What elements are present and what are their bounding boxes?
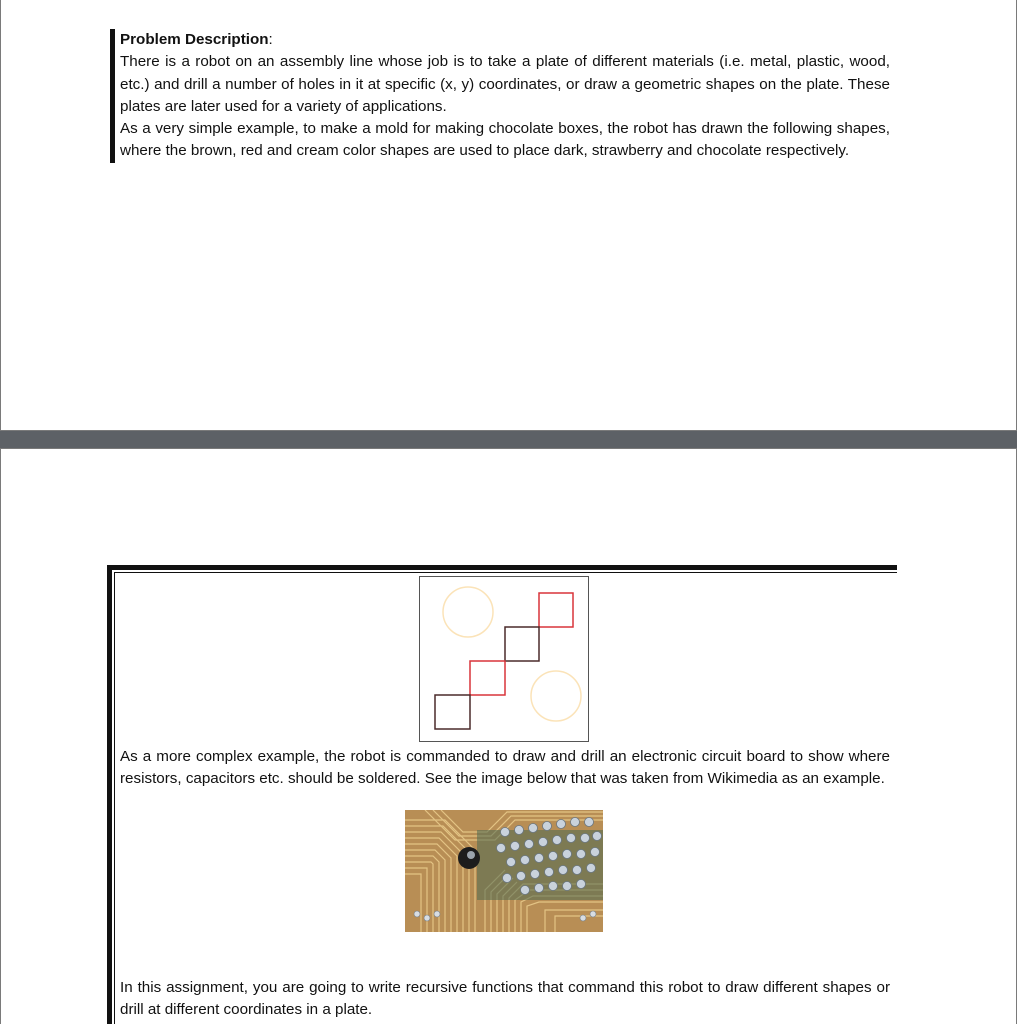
problem-heading: Problem Description (120, 31, 269, 48)
complex-example-paragraph: As a more complex example, the robot is commanded to draw and drill an electronic circuit board to show where resistors, capacitors etc. should be soldered. See the image below that was taken from Wikimedia as an example. (120, 748, 890, 788)
cream-circle-top (443, 587, 493, 637)
problem-description-block (110, 29, 890, 163)
complex-example-block (115, 746, 890, 791)
page-separator (0, 431, 1017, 448)
problem-paragraph-2: As a very simple example, to make a mold for making chocolate boxes, the robot has drawn the following shapes, where the brown, red and cream color shapes are used to place dark, strawberry and chocolate respectively. (120, 120, 890, 160)
brown-square-middle (505, 627, 539, 661)
cream-circle-bottom (531, 671, 581, 721)
problem-heading-suffix: : (268, 31, 273, 48)
brown-square-bottom (435, 695, 470, 729)
shapes-drawing (420, 577, 588, 741)
circuit-board-drawing (405, 810, 603, 932)
chocolate-mold-shapes-figure (419, 576, 589, 742)
red-square-middle (470, 661, 505, 695)
red-square-top (539, 593, 573, 627)
assignment-block (115, 977, 890, 1022)
problem-heading-line (120, 29, 890, 51)
problem-paragraph-1: There is a robot on an assembly line whose job is to take a plate of different materials (i.e. metal, plastic, wood, etc.) and drill a number of holes in it at specific (x, y) coordinates, or draw a geometric shapes on the plate. These plates are later used for a variety of applications. (120, 53, 890, 115)
assignment-paragraph: In this assignment, you are going to write recursive functions that command this robot to draw different shapes or drill at different coordinates in a plate. (120, 979, 890, 1019)
circuit-board-image (405, 810, 603, 932)
